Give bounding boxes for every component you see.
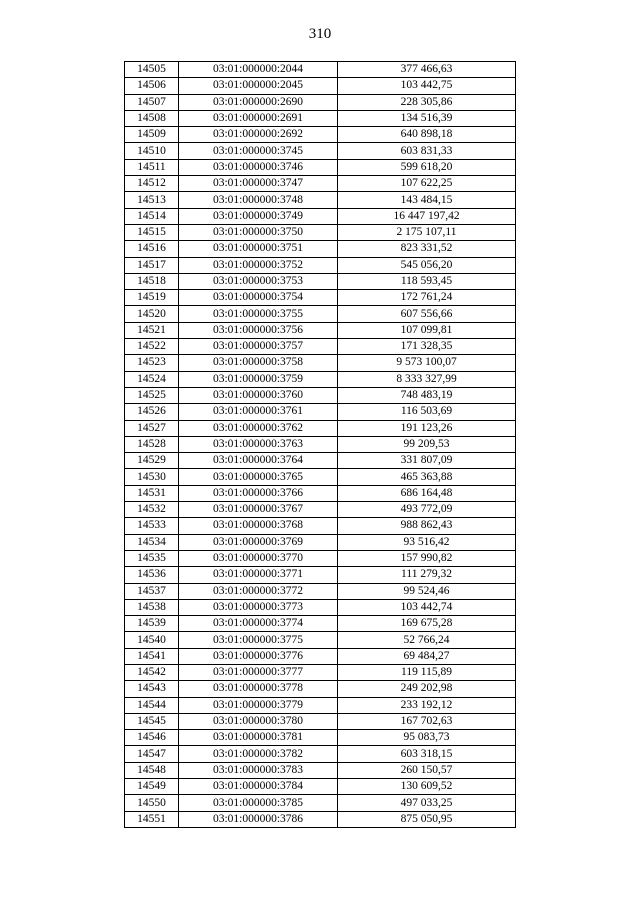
value-cell: 130 609,52 [338,779,516,795]
cadastral-number-cell: 03:01:000000:3760 [179,387,338,403]
cadastral-number-cell: 03:01:000000:3773 [179,599,338,615]
row-number-cell: 14544 [125,697,179,713]
row-number-cell: 14533 [125,518,179,534]
value-cell: 111 279,32 [338,567,516,583]
cadastral-number-cell: 03:01:000000:3784 [179,779,338,795]
value-cell: 331 807,09 [338,453,516,469]
cadastral-number-cell: 03:01:000000:3749 [179,208,338,224]
table-row [125,241,516,257]
table-row [125,746,516,762]
value-cell: 52 766,24 [338,632,516,648]
row-number-cell: 14515 [125,224,179,240]
row-number-cell: 14531 [125,485,179,501]
row-number-cell: 14520 [125,306,179,322]
table-row [125,762,516,778]
cadastral-number-cell: 03:01:000000:3786 [179,811,338,827]
value-cell: 875 050,95 [338,811,516,827]
cadastral-number-cell: 03:01:000000:3746 [179,159,338,175]
value-cell: 116 503,69 [338,404,516,420]
row-number-cell: 14535 [125,550,179,566]
row-number-cell: 14507 [125,94,179,110]
cadastral-number-cell: 03:01:000000:3758 [179,355,338,371]
row-number-cell: 14518 [125,273,179,289]
value-cell: 107 099,81 [338,322,516,338]
row-number-cell: 14509 [125,127,179,143]
row-number-cell: 14534 [125,534,179,550]
row-number-cell: 14529 [125,453,179,469]
row-number-cell: 14522 [125,339,179,355]
row-number-cell: 14512 [125,176,179,192]
table-row [125,176,516,192]
table-row [125,62,516,78]
value-cell: 748 483,19 [338,387,516,403]
cadastral-number-cell: 03:01:000000:3783 [179,762,338,778]
cadastral-number-cell: 03:01:000000:3757 [179,339,338,355]
cadastral-number-cell: 03:01:000000:3780 [179,713,338,729]
row-number-cell: 14551 [125,811,179,827]
row-number-cell: 14532 [125,502,179,518]
table-row [125,322,516,338]
value-cell: 157 990,82 [338,550,516,566]
value-cell: 107 622,25 [338,176,516,192]
value-cell: 686 164,48 [338,485,516,501]
value-cell: 599 618,20 [338,159,516,175]
cadastral-number-cell: 03:01:000000:2691 [179,110,338,126]
value-cell: 169 675,28 [338,616,516,632]
row-number-cell: 14545 [125,713,179,729]
cadastral-number-cell: 03:01:000000:3770 [179,550,338,566]
table-row [125,811,516,827]
cadastral-number-cell: 03:01:000000:3771 [179,567,338,583]
row-number-cell: 14543 [125,681,179,697]
value-cell: 607 556,66 [338,306,516,322]
table-row [125,616,516,632]
value-cell: 172 761,24 [338,290,516,306]
value-cell: 99 524,46 [338,583,516,599]
cadastral-number-cell: 03:01:000000:3768 [179,518,338,534]
cadastral-number-cell: 03:01:000000:3781 [179,730,338,746]
value-cell: 545 056,20 [338,257,516,273]
row-number-cell: 14541 [125,648,179,664]
value-cell: 377 466,63 [338,62,516,78]
value-cell: 93 516,42 [338,534,516,550]
value-cell: 493 772,09 [338,502,516,518]
value-cell: 260 150,57 [338,762,516,778]
cadastral-number-cell: 03:01:000000:3782 [179,746,338,762]
cadastral-number-cell: 03:01:000000:2044 [179,62,338,78]
cadastral-number-cell: 03:01:000000:3764 [179,453,338,469]
row-number-cell: 14549 [125,779,179,795]
value-cell: 497 033,25 [338,795,516,811]
row-number-cell: 14526 [125,404,179,420]
cadastral-number-cell: 03:01:000000:3778 [179,681,338,697]
row-number-cell: 14523 [125,355,179,371]
table-row [125,681,516,697]
value-cell: 233 192,12 [338,697,516,713]
page-number: 310 [308,26,332,42]
table-row [125,730,516,746]
value-cell: 823 331,52 [338,241,516,257]
row-number-cell: 14508 [125,110,179,126]
value-cell: 603 831,33 [338,143,516,159]
value-cell: 171 328,35 [338,339,516,355]
value-cell: 2 175 107,11 [338,224,516,240]
row-number-cell: 14514 [125,208,179,224]
row-number-cell: 14527 [125,420,179,436]
table-row [125,355,516,371]
table-row [125,713,516,729]
value-cell: 191 123,26 [338,420,516,436]
registry-table [124,61,516,828]
table-row [125,502,516,518]
table-row [125,257,516,273]
value-cell: 143 484,15 [338,192,516,208]
value-cell: 103 442,75 [338,78,516,94]
table-row [125,404,516,420]
row-number-cell: 14519 [125,290,179,306]
table-row [125,143,516,159]
row-number-cell: 14537 [125,583,179,599]
row-number-cell: 14513 [125,192,179,208]
cadastral-number-cell: 03:01:000000:3751 [179,241,338,257]
value-cell: 95 083,73 [338,730,516,746]
row-number-cell: 14528 [125,436,179,452]
cadastral-number-cell: 03:01:000000:3762 [179,420,338,436]
table-row [125,159,516,175]
value-cell: 99 209,53 [338,436,516,452]
row-number-cell: 14547 [125,746,179,762]
table-row [125,94,516,110]
table-row [125,420,516,436]
cadastral-number-cell: 03:01:000000:3779 [179,697,338,713]
table-row [125,697,516,713]
value-cell: 16 447 197,42 [338,208,516,224]
table-row [125,485,516,501]
value-cell: 103 442,74 [338,599,516,615]
row-number-cell: 14548 [125,762,179,778]
table-row [125,567,516,583]
table-row [125,387,516,403]
value-cell: 69 484,27 [338,648,516,664]
table-row [125,371,516,387]
cadastral-number-cell: 03:01:000000:3777 [179,664,338,680]
value-cell: 119 115,89 [338,664,516,680]
row-number-cell: 14524 [125,371,179,387]
cadastral-number-cell: 03:01:000000:3752 [179,257,338,273]
table-row [125,192,516,208]
table-row [125,453,516,469]
row-number-cell: 14536 [125,567,179,583]
cadastral-number-cell: 03:01:000000:3761 [179,404,338,420]
cadastral-number-cell: 03:01:000000:3748 [179,192,338,208]
table-row [125,632,516,648]
table-row [125,648,516,664]
row-number-cell: 14505 [125,62,179,78]
value-cell: 8 333 327,99 [338,371,516,387]
row-number-cell: 14521 [125,322,179,338]
cadastral-number-cell: 03:01:000000:2045 [179,78,338,94]
cadastral-number-cell: 03:01:000000:3756 [179,322,338,338]
row-number-cell: 14510 [125,143,179,159]
cadastral-number-cell: 03:01:000000:3755 [179,306,338,322]
value-cell: 465 363,88 [338,469,516,485]
row-number-cell: 14546 [125,730,179,746]
cadastral-number-cell: 03:01:000000:3747 [179,176,338,192]
table-row [125,290,516,306]
row-number-cell: 14516 [125,241,179,257]
cadastral-number-cell: 03:01:000000:3776 [179,648,338,664]
table-row [125,534,516,550]
cadastral-number-cell: 03:01:000000:2692 [179,127,338,143]
value-cell: 640 898,18 [338,127,516,143]
cadastral-number-cell: 03:01:000000:3774 [179,616,338,632]
row-number-cell: 14530 [125,469,179,485]
cadastral-number-cell: 03:01:000000:3769 [179,534,338,550]
row-number-cell: 14506 [125,78,179,94]
row-number-cell: 14542 [125,664,179,680]
table-row [125,518,516,534]
registry-table-body [125,62,516,828]
row-number-cell: 14525 [125,387,179,403]
row-number-cell: 14539 [125,616,179,632]
table-row [125,273,516,289]
row-number-cell: 14550 [125,795,179,811]
row-number-cell: 14538 [125,599,179,615]
cadastral-number-cell: 03:01:000000:3772 [179,583,338,599]
row-number-cell: 14517 [125,257,179,273]
table-row [125,224,516,240]
cadastral-number-cell: 03:01:000000:3750 [179,224,338,240]
value-cell: 9 573 100,07 [338,355,516,371]
table-row [125,664,516,680]
table-row [125,110,516,126]
table-row [125,583,516,599]
table-row [125,795,516,811]
cadastral-number-cell: 03:01:000000:3763 [179,436,338,452]
value-cell: 228 305,86 [338,94,516,110]
table-row [125,436,516,452]
value-cell: 167 702,63 [338,713,516,729]
cadastral-number-cell: 03:01:000000:3759 [179,371,338,387]
table-row [125,127,516,143]
cadastral-number-cell: 03:01:000000:3754 [179,290,338,306]
table-row [125,550,516,566]
value-cell: 988 862,43 [338,518,516,534]
table-row [125,78,516,94]
value-cell: 134 516,39 [338,110,516,126]
row-number-cell: 14540 [125,632,179,648]
row-number-cell: 14511 [125,159,179,175]
table-row [125,208,516,224]
table-row [125,339,516,355]
cadastral-number-cell: 03:01:000000:3767 [179,502,338,518]
value-cell: 249 202,98 [338,681,516,697]
cadastral-number-cell: 03:01:000000:3775 [179,632,338,648]
cadastral-number-cell: 03:01:000000:2690 [179,94,338,110]
cadastral-number-cell: 03:01:000000:3745 [179,143,338,159]
table-row [125,779,516,795]
table-row [125,469,516,485]
cadastral-number-cell: 03:01:000000:3765 [179,469,338,485]
table-row [125,599,516,615]
value-cell: 603 318,15 [338,746,516,762]
value-cell: 118 593,45 [338,273,516,289]
cadastral-number-cell: 03:01:000000:3785 [179,795,338,811]
cadastral-number-cell: 03:01:000000:3766 [179,485,338,501]
table-row [125,306,516,322]
cadastral-number-cell: 03:01:000000:3753 [179,273,338,289]
